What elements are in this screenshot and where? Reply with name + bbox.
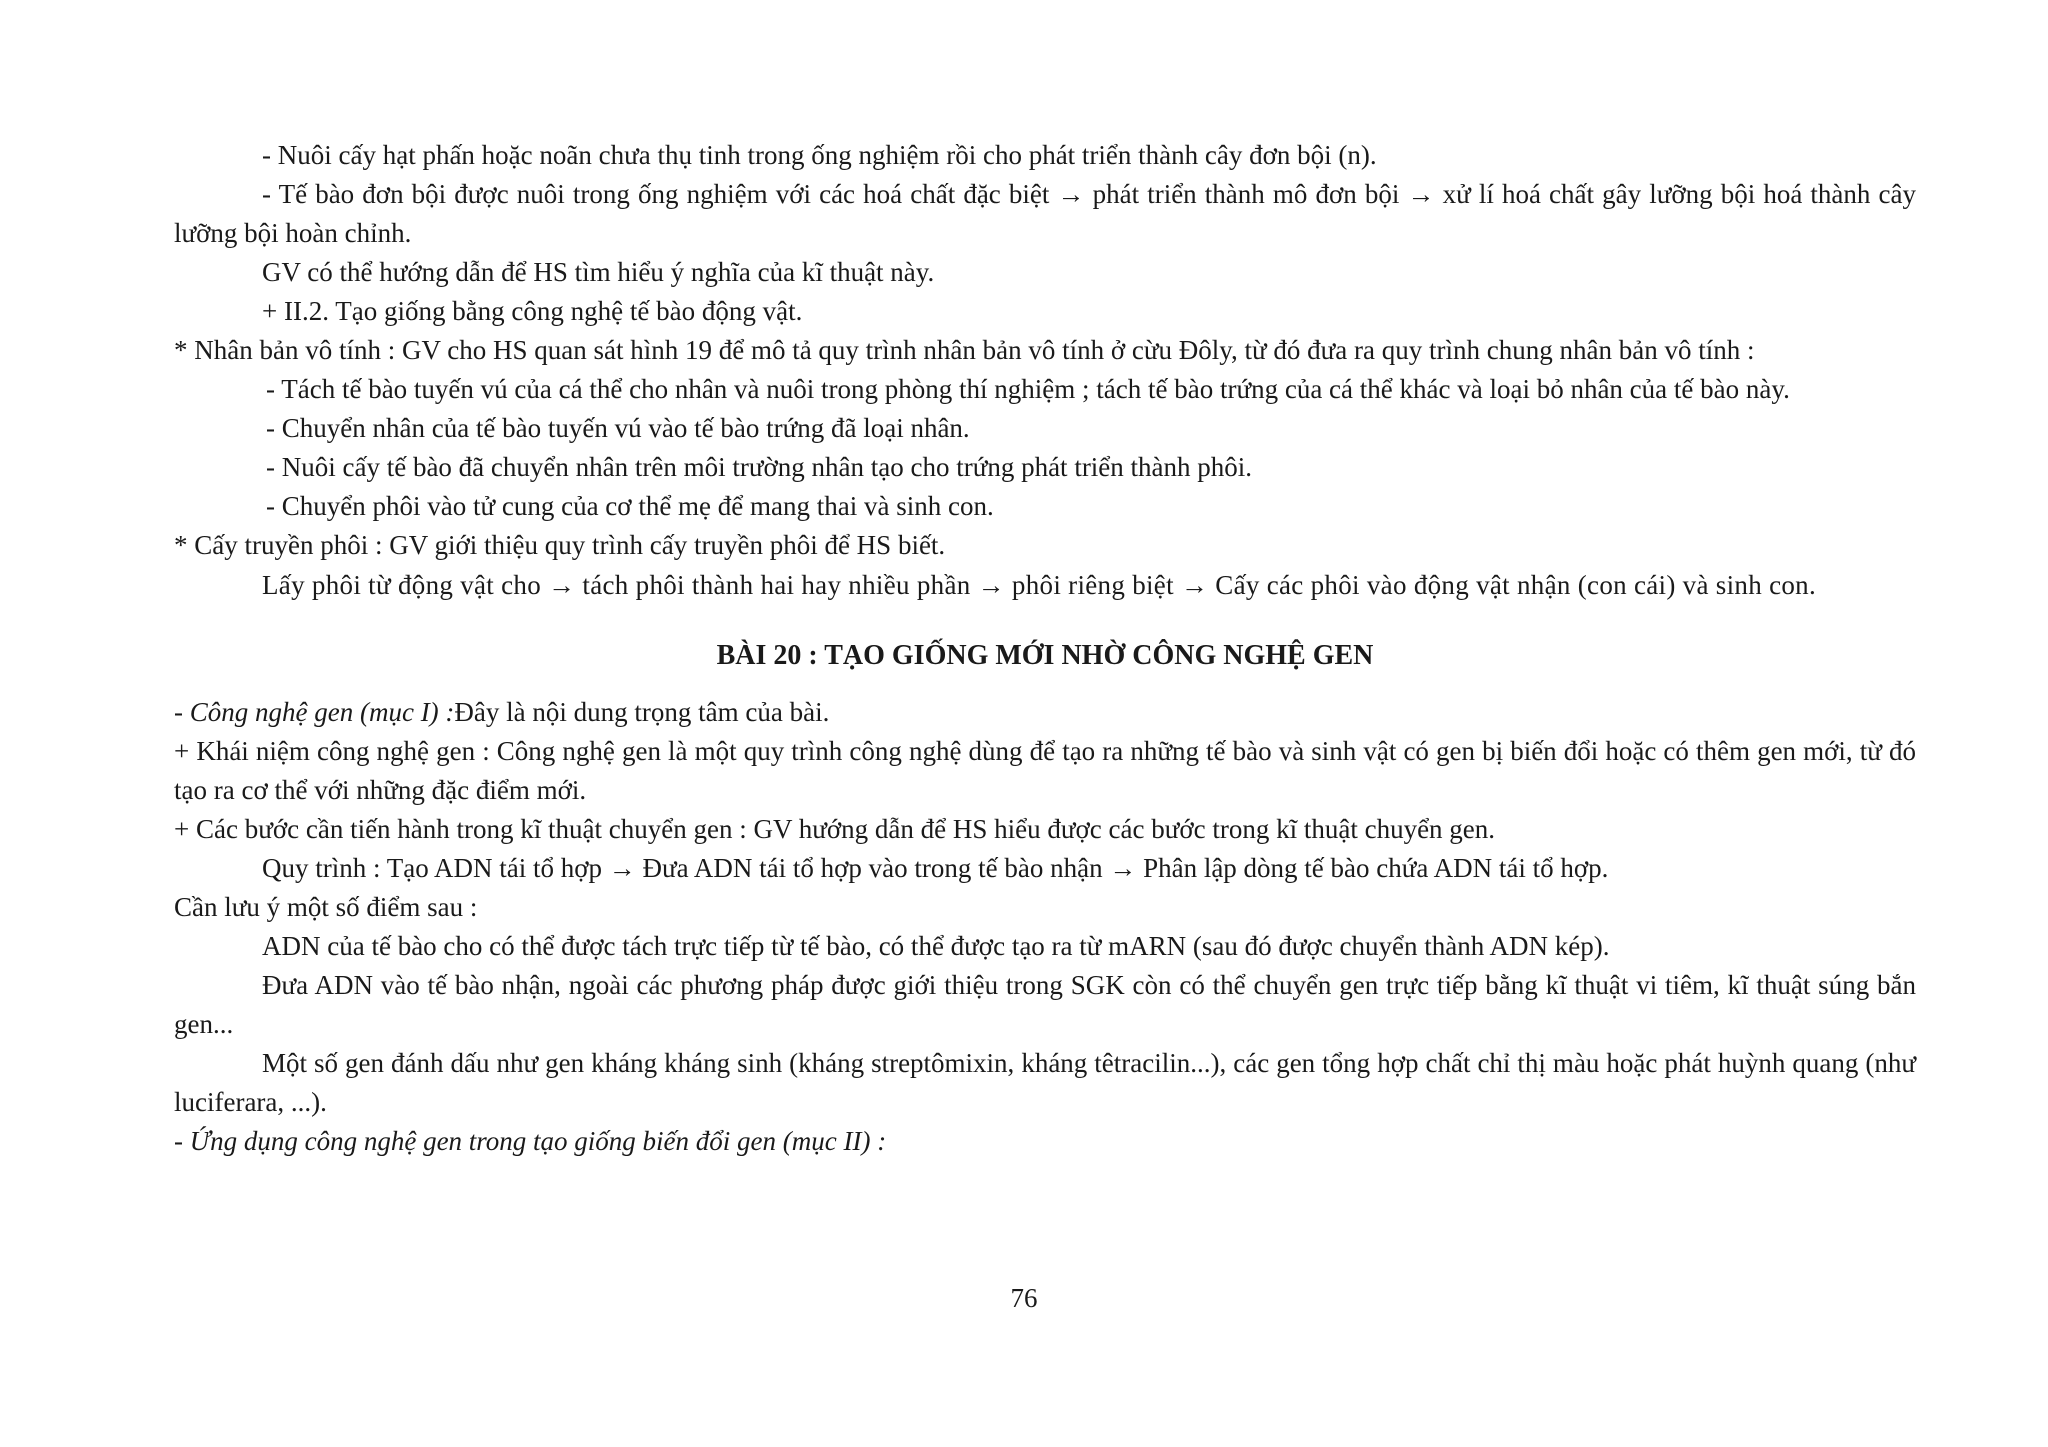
paragraph: * Nhân bản vô tính : GV cho HS quan sát hình 19 để mô tả quy trình nhân bản vô tính ở cừu Đôly, từ đó đưa ra quy trình chung nhân bản vô tính : <box>174 335 1755 365</box>
section-title: BÀI 20 : TẠO GIỐNG MỚI NHỜ CÔNG NGHỆ GEN <box>716 640 1374 671</box>
paragraph: Cần lưu ý một số điểm sau : <box>174 892 478 922</box>
paragraph-text: Đây là nội dung trọng tâm của bài. <box>454 697 830 727</box>
document-page <box>174 136 1916 1161</box>
paragraph: - Nuôi cấy tế bào đã chuyển nhân trên môi trường nhân tạo cho trứng phát triển thành phôi. <box>266 452 1253 482</box>
italic-heading: - Ứng dụng công nghệ gen trong tạo giống biến đổi gen (mục II) : <box>174 1126 887 1156</box>
paragraph: + Các bước cần tiến hành trong kĩ thuật chuyển gen : GV hướng dẫn để HS hiểu được các bước trong kĩ thuật chuyển gen. <box>174 814 1496 844</box>
paragraph: Quy trình : Tạo ADN tái tổ hợp → Đưa ADN tái tổ hợp vào trong tế bào nhận → Phân lập dòng tế bào chứa ADN tái tổ hợp. <box>262 853 1609 883</box>
paragraph <box>174 1122 1916 1161</box>
italic-heading: - Công nghệ gen (mục I) : <box>174 697 455 727</box>
paragraph: - Tách tế bào tuyến vú của cá thể cho nhân và nuôi trong phòng thí nghiệm ; tách tế bào trứng của cá thể khác và loại bỏ nhân của tế bào này. <box>266 374 1790 404</box>
paragraph: - Nuôi cấy hạt phấn hoặc noãn chưa thụ tinh trong ống nghiệm rồi cho phát triển thành cây đơn bội (n). <box>262 140 1377 170</box>
paragraph: GV có thể hướng dẫn để HS tìm hiểu ý nghĩa của kĩ thuật này. <box>262 257 935 287</box>
paragraph: + II.2. Tạo giống bằng công nghệ tế bào động vật. <box>262 296 803 326</box>
paragraph: + Khái niệm công nghệ gen : Công nghệ gen là một quy trình công nghệ dùng để tạo ra những tế bào và sinh vật có gen bị biến đổi hoặc có thêm gen mới, từ đó tạo ra cơ thể với những đặc điểm mới. <box>174 736 1916 805</box>
page-number: 76 <box>1010 1283 1038 1313</box>
paragraph: - Tế bào đơn bội được nuôi trong ống nghiệm với các hoá chất đặc biệt → phát triển thành mô đơn bội → xử lí hoá chất gây lưỡng bội hoá thành cây lưỡng bội hoàn chỉnh. <box>174 179 1916 248</box>
paragraph: Một số gen đánh dấu như gen kháng kháng sinh (kháng streptômixin, kháng têtracilin...), các gen tổng hợp chất chỉ thị màu hoặc phát huỳnh quang (như luciferara, ...). <box>174 1048 1916 1117</box>
paragraph: ADN của tế bào cho có thể được tách trực tiếp từ tế bào, có thể được tạo ra từ mARN (sau đó được chuyển thành ADN kép). <box>262 931 1610 961</box>
paragraph <box>174 693 1916 732</box>
paragraph: - Chuyển phôi vào tử cung của cơ thể mẹ để mang thai và sinh con. <box>266 491 994 521</box>
paragraph: Đưa ADN vào tế bào nhận, ngoài các phương pháp được giới thiệu trong SGK còn có thể chuyển gen trực tiếp bằng kĩ thuật vi tiêm, kĩ thuật súng bắn gen... <box>174 970 1916 1039</box>
paragraph: - Chuyển nhân của tế bào tuyến vú vào tế bào trứng đã loại nhân. <box>266 413 970 443</box>
paragraph: * Cấy truyền phôi : GV giới thiệu quy trình cấy truyền phôi để HS biết. <box>174 530 946 560</box>
paragraph: Lấy phôi từ động vật cho → tách phôi thành hai hay nhiều phần → phôi riêng biệt → Cấy các phôi vào động vật nhận (con cái) và sinh con. <box>262 570 1817 600</box>
